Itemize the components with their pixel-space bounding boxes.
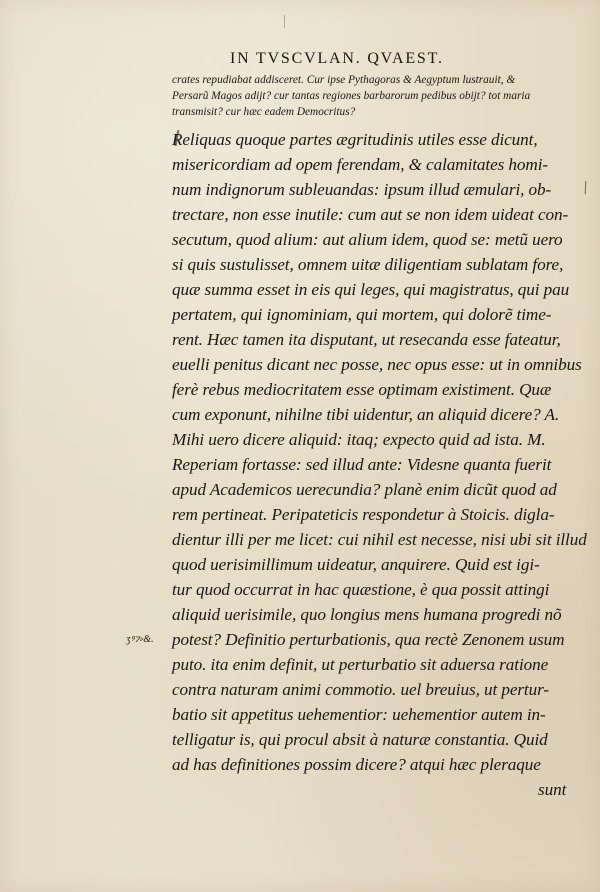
- running-header: IN TVSCVLAN. QVAEST.: [230, 50, 444, 67]
- commentary-line-2: Persarũ Magos adijt? cur tantas regiones barbarorum pedibus obijt? tot maria: [172, 90, 531, 102]
- text-line-16: rem pertineat. Peripateticis respondetur à Stoicis. digla-: [172, 505, 555, 524]
- text-line-4: trectare, non esse inutile: cum aut se non idem uideat con-: [172, 205, 569, 224]
- margin-stroke: [585, 181, 587, 194]
- text-line-14: Reperiam fortasse: sed illud ante: Videsne quanta fuerit: [172, 455, 552, 474]
- text-line-2: misericordiam ad opem ferendam, & calamitates homi-: [172, 155, 548, 174]
- text-line-6: si quis sustulisset, omnem uitæ diligentiam sublatam fore,: [172, 255, 564, 274]
- catchword: sunt: [538, 780, 567, 799]
- text-line-23: contra naturam animi commotio. uel breuius, ut pertur-: [172, 680, 549, 699]
- text-line-13: Mihi uero dicere aliquid: itaq; expecto quid ad ista. M.: [172, 430, 546, 449]
- text-line-25: telligatur is, qui procul absit à naturæ constantia. Quid: [172, 730, 548, 749]
- margin-annotation: ʒꝰ⁊⸗&.: [126, 634, 154, 645]
- text-line-19: tur quod occurrat in hac quæstione, è qua possit attingi: [172, 580, 550, 599]
- text-line-26: ad has definitiones possim dicere? atqui hæc pleraque: [172, 755, 541, 774]
- text-line-8: pertatem, qui ignominiam, qui mortem, qui dolorẽ time-: [172, 305, 552, 324]
- text-line-17: dientur illi per me licet: cui nihil est necesse, nisi ubi sit illud: [172, 530, 587, 549]
- text-line-11: ferè rebus mediocritatem esse optimam existiment. Quæ: [172, 380, 552, 399]
- commentary-line-1: crates repudiabat addisceret. Cur ipse Pythagoras & Aegyptum lustrauit, &: [172, 74, 516, 86]
- text-line-7: quæ summa esset in eis qui leges, qui magistratus, qui pau: [172, 280, 570, 299]
- text-line-3: num indignorum subleuandas: ipsum illud æmulari, ob-: [172, 180, 552, 199]
- text-line-15: apud Academicos uerecundia? planè enim dicũt quod ad: [172, 480, 557, 499]
- text-line-9: rent. Hæc tamen ita disputant, ut resecanda esse fateatur,: [172, 330, 561, 349]
- top-page-mark: [284, 15, 285, 28]
- text-line-1: Reliquas quoque partes ægritudinis utiles esse dicunt,: [172, 130, 538, 149]
- text-line-12: cum exponunt, nihilne tibi uidentur, an aliquid dicere? A.: [172, 405, 560, 424]
- text-line-21: potest? Definitio perturbationis, qua rectè Zenonem usum: [172, 630, 565, 649]
- text-line-24: batio sit appetitus uehementior: uehementior autem in-: [172, 705, 546, 724]
- text-line-20: aliquid uerisimile, quo longius mens humana progredi nõ: [172, 605, 562, 624]
- text-line-5: secutum, quod alium: aut alium idem, quod se: metũ uero: [172, 230, 563, 249]
- text-line-22: puto. ita enim definit, ut perturbatio sit aduersa ratione: [172, 655, 549, 674]
- text-line-10: euelli penitus dicant nec posse, nec opus esse: ut in omnibus: [172, 355, 582, 374]
- text-line-18: quod uerisimillimum uideatur, anquirere. Quid est igi-: [172, 555, 540, 574]
- commentary-line-3: transmisit? cur hæc eadem Democritus?: [172, 106, 356, 118]
